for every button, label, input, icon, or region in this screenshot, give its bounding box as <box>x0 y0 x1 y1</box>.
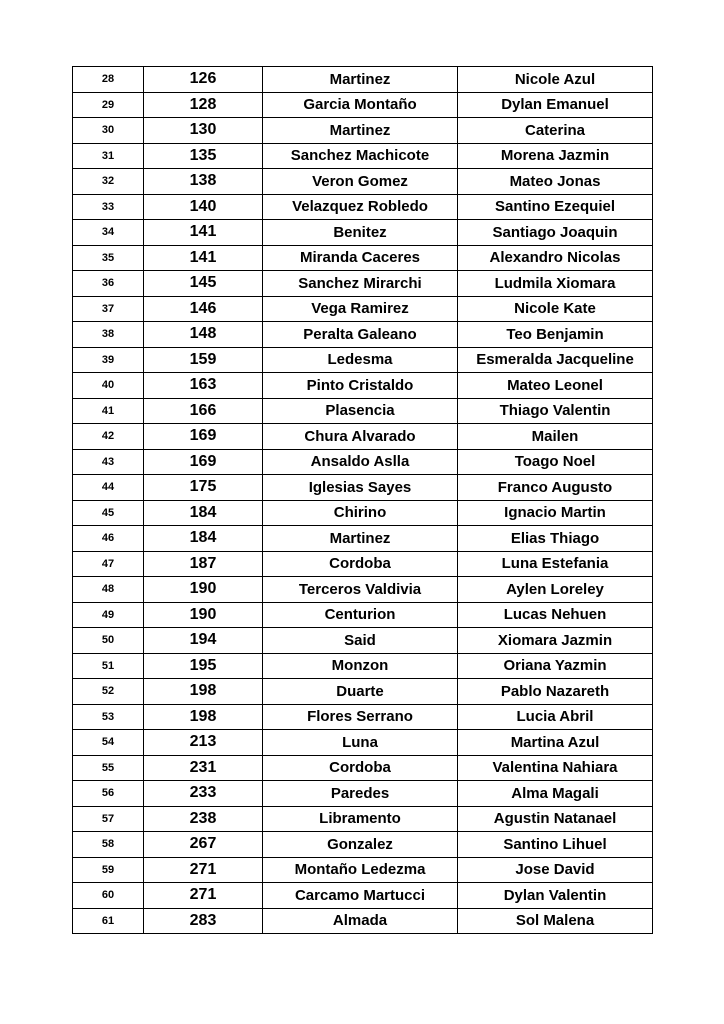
table-row <box>73 143 653 169</box>
table-row <box>73 500 653 526</box>
row-index-cell: 52 <box>73 679 144 705</box>
surname-cell: Vega Ramirez <box>263 296 458 322</box>
row-index-cell: 35 <box>73 245 144 271</box>
first-name-cell: Luna Estefania <box>458 551 653 577</box>
table-row <box>73 220 653 246</box>
table-row <box>73 347 653 373</box>
row-index-cell: 60 <box>73 883 144 909</box>
row-number-cell: 233 <box>144 781 263 807</box>
surname-cell: Miranda Caceres <box>263 245 458 271</box>
row-number-cell: 190 <box>144 602 263 628</box>
first-name-cell: Lucas Nehuen <box>458 602 653 628</box>
row-index-cell: 56 <box>73 781 144 807</box>
row-index-cell: 50 <box>73 628 144 654</box>
row-number-cell: 145 <box>144 271 263 297</box>
surname-cell: Luna <box>263 730 458 756</box>
surname-cell: Ledesma <box>263 347 458 373</box>
row-number-cell: 194 <box>144 628 263 654</box>
table-row <box>73 602 653 628</box>
table-row <box>73 755 653 781</box>
row-index-cell: 55 <box>73 755 144 781</box>
row-index-cell: 32 <box>73 169 144 195</box>
first-name-cell: Alexandro Nicolas <box>458 245 653 271</box>
surname-cell: Iglesias Sayes <box>263 475 458 501</box>
surname-cell: Garcia Montaño <box>263 92 458 118</box>
row-number-cell: 198 <box>144 679 263 705</box>
first-name-cell: Jose David <box>458 857 653 883</box>
row-index-cell: 54 <box>73 730 144 756</box>
surname-cell: Cordoba <box>263 551 458 577</box>
row-number-cell: 169 <box>144 424 263 450</box>
row-number-cell: 130 <box>144 118 263 144</box>
surname-cell: Ansaldo Aslla <box>263 449 458 475</box>
table-row <box>73 475 653 501</box>
surname-cell: Libramento <box>263 806 458 832</box>
first-name-cell: Agustin Natanael <box>458 806 653 832</box>
surname-cell: Martinez <box>263 526 458 552</box>
surname-cell: Terceros Valdivia <box>263 577 458 603</box>
row-number-cell: 267 <box>144 832 263 858</box>
table-row <box>73 704 653 730</box>
table-row <box>73 526 653 552</box>
surname-cell: Velazquez Robledo <box>263 194 458 220</box>
surname-cell: Gonzalez <box>263 832 458 858</box>
row-number-cell: 184 <box>144 526 263 552</box>
row-index-cell: 28 <box>73 67 144 93</box>
row-index-cell: 61 <box>73 908 144 934</box>
table-row <box>73 424 653 450</box>
table-row <box>73 296 653 322</box>
first-name-cell: Santiago Joaquin <box>458 220 653 246</box>
surname-cell: Benitez <box>263 220 458 246</box>
first-name-cell: Santino Ezequiel <box>458 194 653 220</box>
surname-cell: Paredes <box>263 781 458 807</box>
row-index-cell: 33 <box>73 194 144 220</box>
first-name-cell: Pablo Nazareth <box>458 679 653 705</box>
row-number-cell: 271 <box>144 857 263 883</box>
first-name-cell: Esmeralda Jacqueline <box>458 347 653 373</box>
first-name-cell: Santino Lihuel <box>458 832 653 858</box>
surname-cell: Montaño Ledezma <box>263 857 458 883</box>
surname-cell: Chura Alvarado <box>263 424 458 450</box>
row-index-cell: 45 <box>73 500 144 526</box>
row-index-cell: 36 <box>73 271 144 297</box>
first-name-cell: Elias Thiago <box>458 526 653 552</box>
row-index-cell: 30 <box>73 118 144 144</box>
row-number-cell: 187 <box>144 551 263 577</box>
surname-cell: Almada <box>263 908 458 934</box>
row-index-cell: 53 <box>73 704 144 730</box>
first-name-cell: Nicole Azul <box>458 67 653 93</box>
row-index-cell: 51 <box>73 653 144 679</box>
row-number-cell: 283 <box>144 908 263 934</box>
surname-cell: Plasencia <box>263 398 458 424</box>
first-name-cell: Dylan Emanuel <box>458 92 653 118</box>
row-number-cell: 238 <box>144 806 263 832</box>
surname-cell: Monzon <box>263 653 458 679</box>
row-number-cell: 175 <box>144 475 263 501</box>
table-row <box>73 577 653 603</box>
table-row <box>73 271 653 297</box>
table-row <box>73 551 653 577</box>
table-row <box>73 118 653 144</box>
surname-cell: Centurion <box>263 602 458 628</box>
first-name-cell: Ignacio Martin <box>458 500 653 526</box>
row-index-cell: 39 <box>73 347 144 373</box>
table-row <box>73 67 653 93</box>
surname-cell: Sanchez Machicote <box>263 143 458 169</box>
row-number-cell: 184 <box>144 500 263 526</box>
first-name-cell: Aylen Loreley <box>458 577 653 603</box>
row-number-cell: 128 <box>144 92 263 118</box>
first-name-cell: Mateo Leonel <box>458 373 653 399</box>
first-name-cell: Nicole Kate <box>458 296 653 322</box>
row-index-cell: 29 <box>73 92 144 118</box>
table-row <box>73 169 653 195</box>
table-row <box>73 679 653 705</box>
surname-cell: Cordoba <box>263 755 458 781</box>
first-name-cell: Valentina Nahiara <box>458 755 653 781</box>
row-index-cell: 34 <box>73 220 144 246</box>
row-index-cell: 40 <box>73 373 144 399</box>
row-index-cell: 58 <box>73 832 144 858</box>
table-row <box>73 245 653 271</box>
row-number-cell: 231 <box>144 755 263 781</box>
row-index-cell: 48 <box>73 577 144 603</box>
first-name-cell: Mateo Jonas <box>458 169 653 195</box>
row-index-cell: 57 <box>73 806 144 832</box>
row-index-cell: 44 <box>73 475 144 501</box>
row-number-cell: 146 <box>144 296 263 322</box>
first-name-cell: Martina Azul <box>458 730 653 756</box>
table-row <box>73 806 653 832</box>
surname-cell: Flores Serrano <box>263 704 458 730</box>
first-name-cell: Mailen <box>458 424 653 450</box>
surname-cell: Veron Gomez <box>263 169 458 195</box>
first-name-cell: Dylan Valentin <box>458 883 653 909</box>
table-row <box>73 194 653 220</box>
surname-cell: Martinez <box>263 118 458 144</box>
row-number-cell: 166 <box>144 398 263 424</box>
first-name-cell: Morena Jazmin <box>458 143 653 169</box>
row-number-cell: 159 <box>144 347 263 373</box>
row-number-cell: 195 <box>144 653 263 679</box>
roster-table <box>72 66 653 934</box>
table-row <box>73 908 653 934</box>
row-index-cell: 31 <box>73 143 144 169</box>
row-index-cell: 49 <box>73 602 144 628</box>
surname-cell: Pinto Cristaldo <box>263 373 458 399</box>
table-row <box>73 781 653 807</box>
row-number-cell: 213 <box>144 730 263 756</box>
table-row <box>73 92 653 118</box>
first-name-cell: Teo Benjamin <box>458 322 653 348</box>
row-index-cell: 41 <box>73 398 144 424</box>
table-row <box>73 628 653 654</box>
row-index-cell: 59 <box>73 857 144 883</box>
row-number-cell: 148 <box>144 322 263 348</box>
roster-body <box>73 67 653 934</box>
surname-cell: Sanchez Mirarchi <box>263 271 458 297</box>
table-row <box>73 832 653 858</box>
first-name-cell: Thiago Valentin <box>458 398 653 424</box>
row-index-cell: 37 <box>73 296 144 322</box>
table-row <box>73 653 653 679</box>
row-number-cell: 163 <box>144 373 263 399</box>
table-row <box>73 398 653 424</box>
row-index-cell: 38 <box>73 322 144 348</box>
row-number-cell: 169 <box>144 449 263 475</box>
first-name-cell: Caterina <box>458 118 653 144</box>
first-name-cell: Alma Magali <box>458 781 653 807</box>
row-index-cell: 47 <box>73 551 144 577</box>
row-index-cell: 43 <box>73 449 144 475</box>
row-number-cell: 271 <box>144 883 263 909</box>
row-number-cell: 141 <box>144 245 263 271</box>
first-name-cell: Franco Augusto <box>458 475 653 501</box>
row-number-cell: 198 <box>144 704 263 730</box>
row-number-cell: 126 <box>144 67 263 93</box>
row-number-cell: 141 <box>144 220 263 246</box>
row-index-cell: 42 <box>73 424 144 450</box>
first-name-cell: Lucia Abril <box>458 704 653 730</box>
first-name-cell: Ludmila Xiomara <box>458 271 653 297</box>
first-name-cell: Oriana Yazmin <box>458 653 653 679</box>
table-row <box>73 322 653 348</box>
table-row <box>73 883 653 909</box>
surname-cell: Martinez <box>263 67 458 93</box>
first-name-cell: Toago Noel <box>458 449 653 475</box>
first-name-cell: Sol Malena <box>458 908 653 934</box>
row-number-cell: 135 <box>144 143 263 169</box>
table-row <box>73 730 653 756</box>
surname-cell: Carcamo Martucci <box>263 883 458 909</box>
surname-cell: Chirino <box>263 500 458 526</box>
row-index-cell: 46 <box>73 526 144 552</box>
surname-cell: Said <box>263 628 458 654</box>
row-number-cell: 140 <box>144 194 263 220</box>
surname-cell: Duarte <box>263 679 458 705</box>
surname-cell: Peralta Galeano <box>263 322 458 348</box>
first-name-cell: Xiomara Jazmin <box>458 628 653 654</box>
row-number-cell: 138 <box>144 169 263 195</box>
table-row <box>73 449 653 475</box>
table-row <box>73 857 653 883</box>
row-number-cell: 190 <box>144 577 263 603</box>
table-row <box>73 373 653 399</box>
